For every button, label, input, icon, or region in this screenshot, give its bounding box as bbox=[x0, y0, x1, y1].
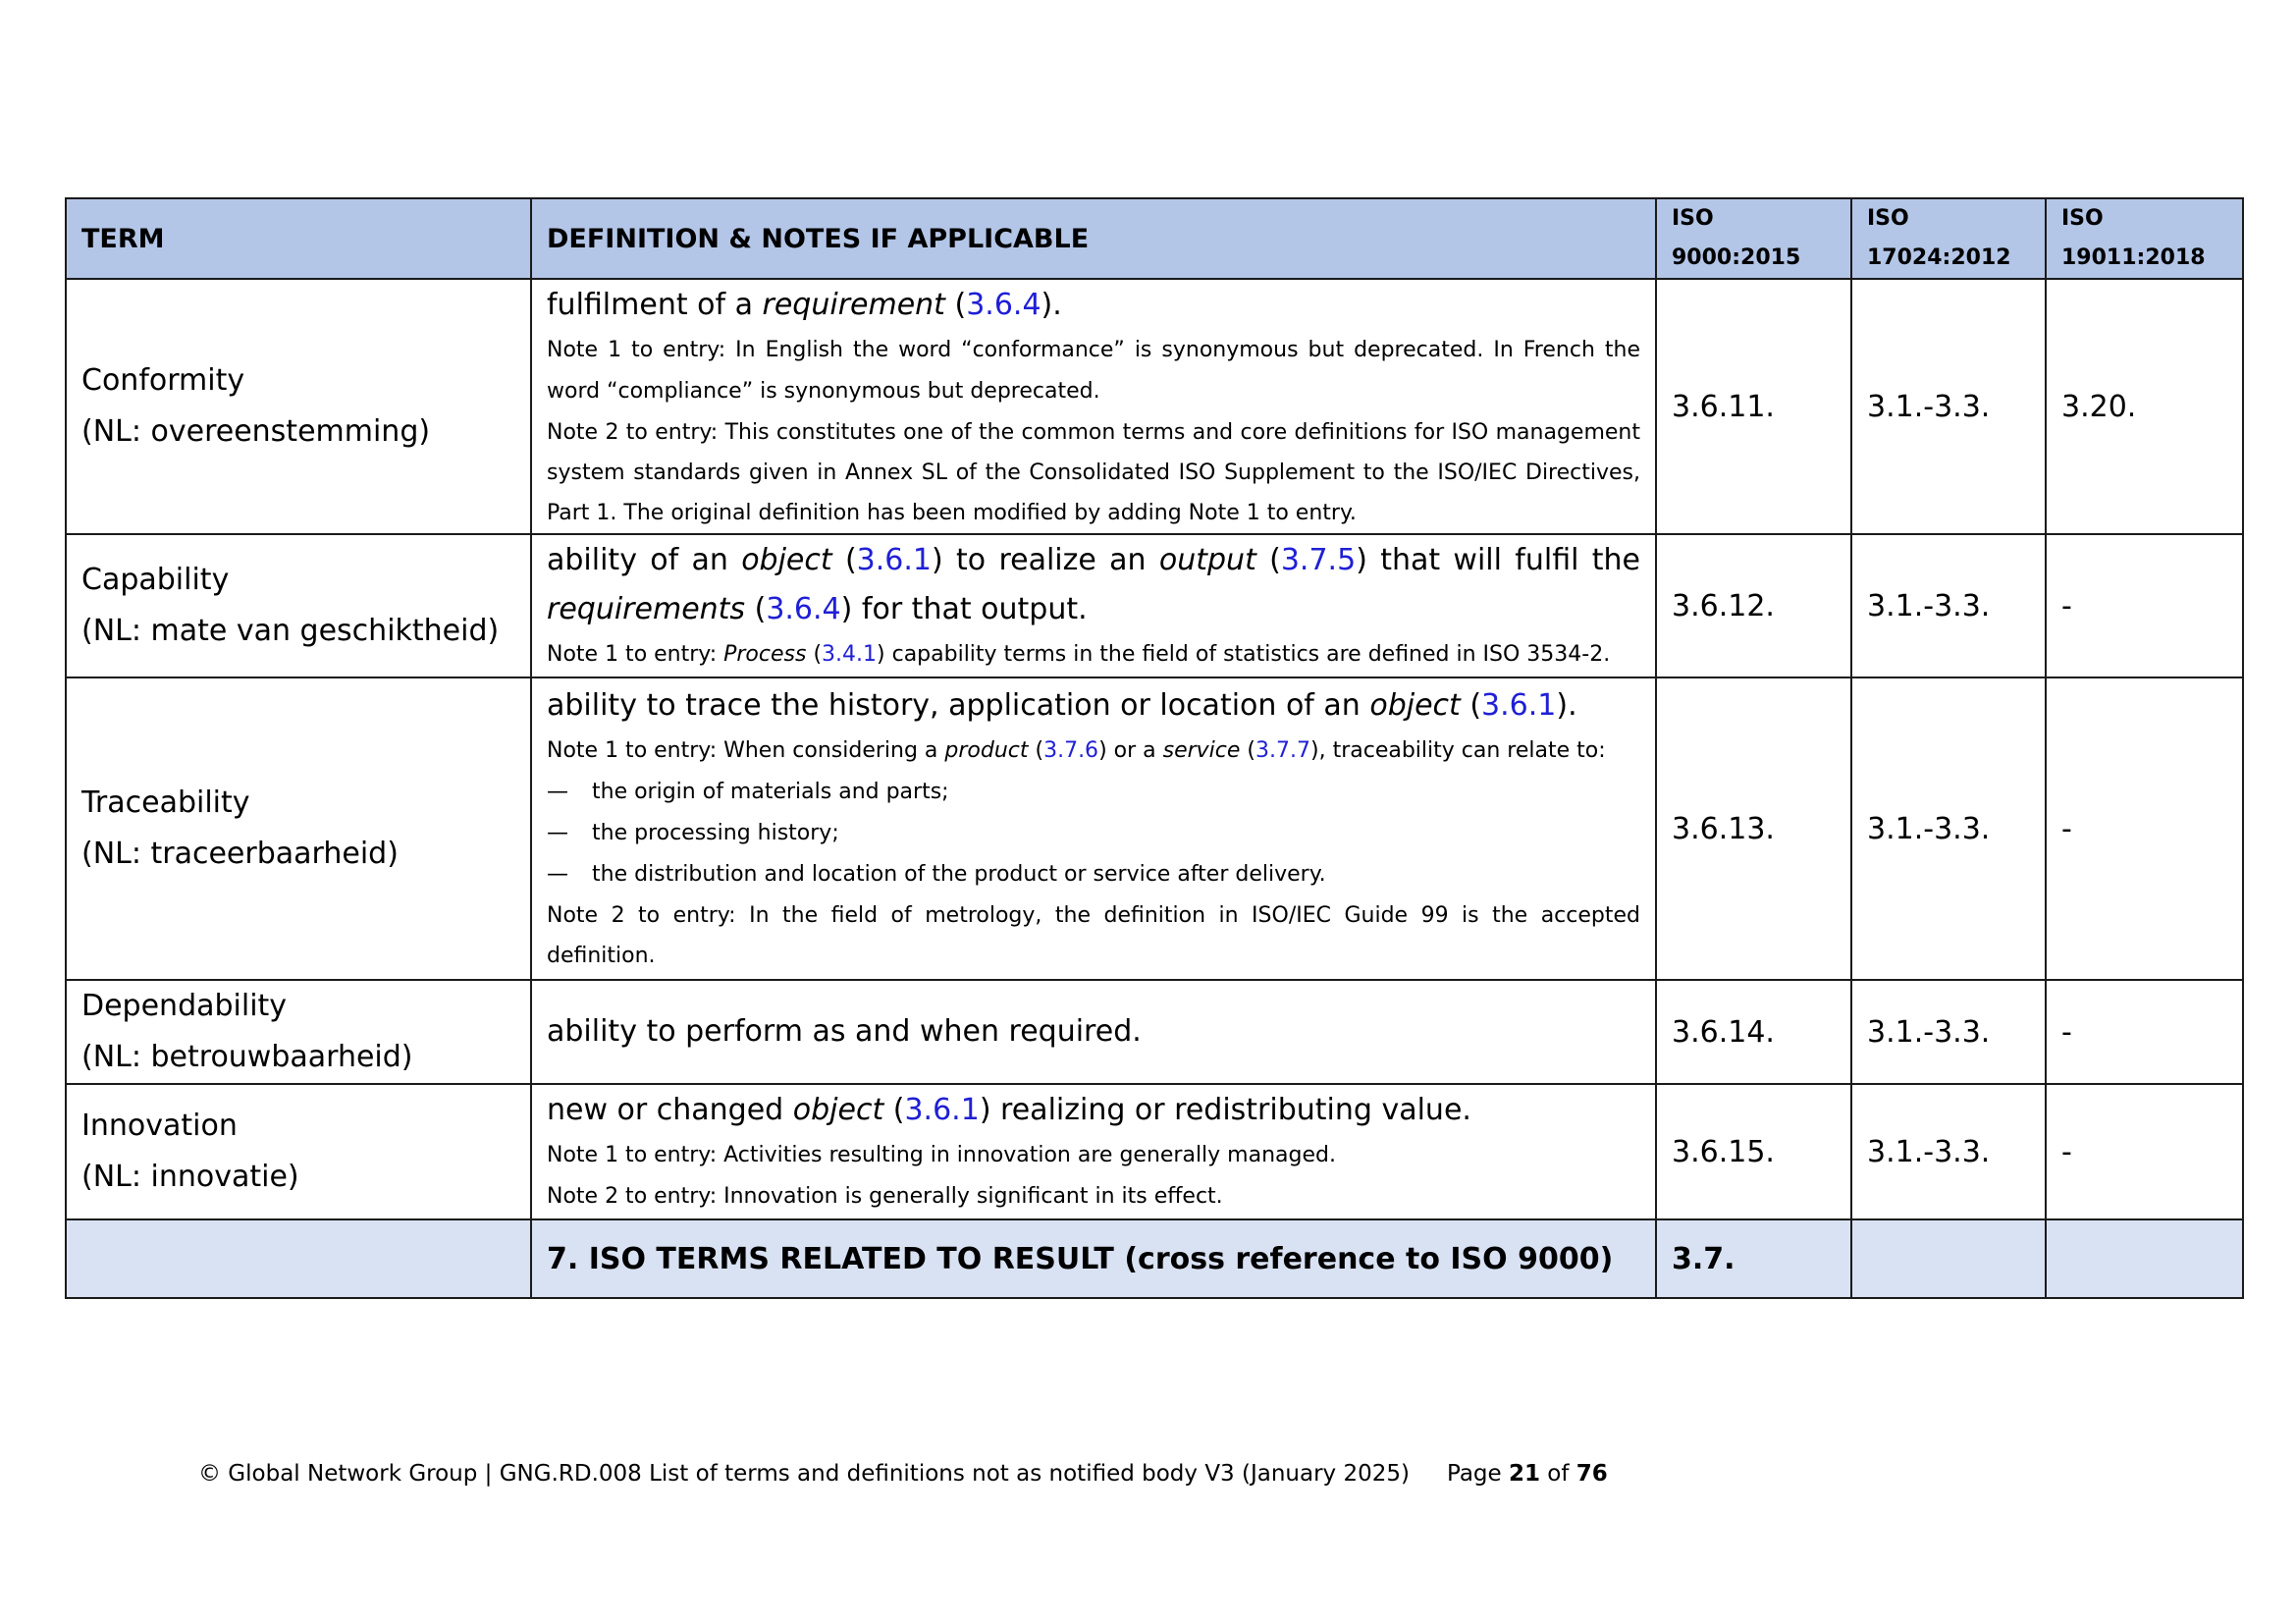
iso19011-ref: - bbox=[2046, 1084, 2243, 1219]
dash-marker: — bbox=[547, 780, 568, 804]
section-row bbox=[66, 1219, 2243, 1298]
note-2: Note 2 to entry: Innovation is generally significant in its effect. bbox=[547, 1184, 1223, 1209]
term-cell bbox=[66, 677, 531, 980]
section-empty-cell bbox=[66, 1219, 531, 1298]
section-iso9000-ref: 3.7. bbox=[1656, 1219, 1851, 1298]
iso19011-ref: - bbox=[2046, 980, 2243, 1084]
definition-text: fulfilment of a requirement (3.6.4). bbox=[547, 287, 1062, 322]
terms-table bbox=[65, 197, 2244, 1299]
iso9000-ref: 3.6.12. bbox=[1656, 534, 1851, 677]
term-name: Innovation bbox=[81, 1109, 238, 1143]
reference-link[interactable]: 3.6.4 bbox=[966, 287, 1041, 322]
header-iso17024: ISO 17024:2012 bbox=[1851, 198, 2046, 279]
term-nl: (NL: innovatie) bbox=[81, 1160, 299, 1194]
bullet-item: — the distribution and location of the product or service after delivery. bbox=[547, 854, 1640, 895]
iso9000-ref: 3.6.14. bbox=[1656, 980, 1851, 1084]
definition-cell bbox=[531, 279, 1656, 534]
iso17024-ref: 3.1.-3.3. bbox=[1851, 279, 2046, 534]
footer-copyright: © Global Network Group | GNG.RD.008 List of terms and definitions not as notified body V3 (January 2025) bbox=[198, 1461, 1410, 1487]
term-nl: (NL: betrouwbaarheid) bbox=[81, 1040, 413, 1074]
note-1: Note 1 to entry: Process (3.4.1) capability terms in the field of statistics are defined in ISO 3534-2. bbox=[547, 642, 1611, 667]
table-row bbox=[66, 677, 2243, 980]
term-name: Capability bbox=[81, 563, 230, 597]
note-1: Note 1 to entry: In English the word “conformance” is synonymous but deprecated. In French the word “compliance” is synonymous but deprecated. bbox=[547, 337, 1640, 404]
reference-link[interactable]: 3.6.1 bbox=[856, 543, 933, 577]
bullet-item: — the origin of materials and parts; bbox=[547, 772, 1640, 813]
note-2: Note 2 to entry: In the field of metrology, the definition in ISO/IEC Guide 99 is the accepted definition. bbox=[547, 903, 1640, 968]
page-footer bbox=[198, 1461, 1608, 1487]
reference-link[interactable]: 3.7.6 bbox=[1043, 738, 1099, 763]
header-term: TERM bbox=[66, 198, 531, 279]
note-2: Note 2 to entry: This constitutes one of the common terms and core definitions for ISO management system standards given in Annex SL of the Consolidated ISO Supplement to the ISO/IEC Directives, Part 1. The original definition has been modified by adding Note 1 to entry. bbox=[547, 419, 1640, 525]
definition-text: new or changed object (3.6.1) realizing or redistributing value. bbox=[547, 1093, 1471, 1127]
iso9000-ref: 3.6.11. bbox=[1656, 279, 1851, 534]
header-definition: DEFINITION & NOTES IF APPLICABLE bbox=[531, 198, 1656, 279]
definition-text: ability to trace the history, application or location of an object (3.6.1). bbox=[547, 688, 1577, 723]
term-cell bbox=[66, 534, 531, 677]
note-1: Note 1 to entry: Activities resulting in innovation are generally managed. bbox=[547, 1143, 1336, 1167]
term-nl: (NL: overeenstemming) bbox=[81, 414, 431, 449]
definition-cell bbox=[531, 534, 1656, 677]
section-empty-cell bbox=[2046, 1219, 2243, 1298]
iso9000-ref: 3.6.13. bbox=[1656, 677, 1851, 980]
term-cell bbox=[66, 980, 531, 1084]
term-name: Dependability bbox=[81, 989, 288, 1023]
iso17024-ref: 3.1.-3.3. bbox=[1851, 534, 2046, 677]
dash-marker: — bbox=[547, 862, 568, 887]
definition-cell bbox=[531, 980, 1656, 1084]
iso19011-ref: 3.20. bbox=[2046, 279, 2243, 534]
iso17024-ref: 3.1.-3.3. bbox=[1851, 1084, 2046, 1219]
section-empty-cell bbox=[1851, 1219, 2046, 1298]
term-nl: (NL: traceerbaarheid) bbox=[81, 837, 399, 871]
reference-link[interactable]: 3.7.5 bbox=[1280, 543, 1357, 577]
section-title: 7. ISO TERMS RELATED TO RESULT (cross reference to ISO 9000) bbox=[531, 1219, 1656, 1298]
definition-text: ability of an object (3.6.1) to realize an output (3.7.5) that will fulfil the requirements (3.6.4) for that output. bbox=[547, 543, 1640, 626]
header-iso19011: ISO 19011:2018 bbox=[2046, 198, 2243, 279]
reference-link[interactable]: 3.6.4 bbox=[766, 592, 841, 626]
iso19011-ref: - bbox=[2046, 534, 2243, 677]
table-header-row bbox=[66, 198, 2243, 279]
definition-text: ability to perform as and when required. bbox=[547, 1014, 1142, 1049]
definition-cell bbox=[531, 677, 1656, 980]
reference-link[interactable]: 3.6.1 bbox=[904, 1093, 980, 1127]
iso9000-ref: 3.6.15. bbox=[1656, 1084, 1851, 1219]
bullet-item: — the processing history; bbox=[547, 813, 1640, 854]
term-name: Traceability bbox=[81, 785, 250, 820]
reference-link[interactable]: 3.4.1 bbox=[822, 642, 878, 667]
term-cell bbox=[66, 279, 531, 534]
iso17024-ref: 3.1.-3.3. bbox=[1851, 677, 2046, 980]
page-number: Page 21 of 76 bbox=[1446, 1461, 1608, 1487]
term-name: Conformity bbox=[81, 363, 245, 398]
table-row bbox=[66, 980, 2243, 1084]
term-cell bbox=[66, 1084, 531, 1219]
table-row bbox=[66, 534, 2243, 677]
iso19011-ref: - bbox=[2046, 677, 2243, 980]
table-row bbox=[66, 279, 2243, 534]
dash-marker: — bbox=[547, 821, 568, 845]
table-row bbox=[66, 1084, 2243, 1219]
iso17024-ref: 3.1.-3.3. bbox=[1851, 980, 2046, 1084]
note-1: Note 1 to entry: When considering a product (3.7.6) or a service (3.7.7), traceability can relate to: bbox=[547, 738, 1606, 763]
reference-link[interactable]: 3.6.1 bbox=[1481, 688, 1557, 723]
definition-cell bbox=[531, 1084, 1656, 1219]
term-nl: (NL: mate van geschiktheid) bbox=[81, 614, 500, 648]
reference-link[interactable]: 3.7.7 bbox=[1255, 738, 1310, 763]
header-iso9000: ISO 9000:2015 bbox=[1656, 198, 1851, 279]
